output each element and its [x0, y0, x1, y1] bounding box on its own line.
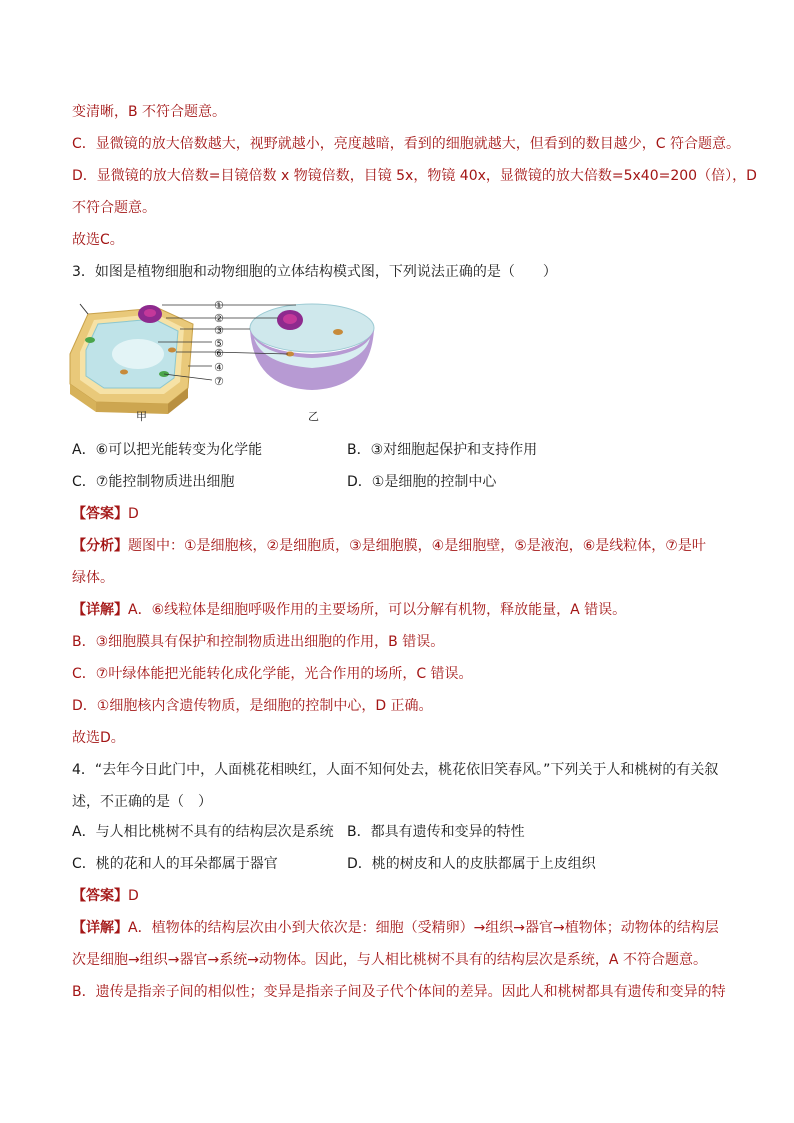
q3-stem: 3．如图是植物细胞和动物细胞的立体结构模式图，下列说法正确的是（ ）: [72, 264, 557, 280]
q4-stem-line-2: 述，不正确的是（ ）: [72, 794, 212, 810]
answer-value: D: [128, 888, 139, 904]
animal-cell: [250, 304, 374, 390]
figure-label-7: ⑦: [214, 375, 224, 388]
plant-cell: [70, 304, 193, 414]
prev-conclusion: 故选C。: [72, 232, 124, 248]
q3-conclusion: 故选D。: [72, 730, 125, 746]
q3-analysis-line-2: 绿体。: [72, 570, 114, 586]
figure-label-1: ①: [214, 299, 224, 312]
q4-detail-line-1: [72, 918, 719, 938]
figure-label-5: ⑤: [214, 337, 224, 350]
cell-structure-figure: [68, 294, 388, 424]
figure-caption-right: 乙: [308, 410, 319, 423]
q4-stem-line-1: 4．“去年今日此门中，人面桃花相映红，人面不知何处去，桃花依旧笑春风。”下列关于人和桃树的有关叙: [72, 762, 719, 778]
prev-text-line-1: 变清晰，B 不符合题意。: [72, 104, 227, 120]
figure-label-3: ③: [214, 324, 224, 337]
q4-option-c: C．桃的花和人的耳朵都属于器官: [72, 856, 278, 872]
prev-text-line-2: C．显微镜的放大倍数越大，视野就越小，亮度越暗，看到的细胞就越大，但看到的数目越少，C 符合题意。: [72, 136, 740, 152]
answer-value: D: [128, 506, 139, 522]
q4-detail-line-2: 次是细胞→组织→器官→系统→动物体。因此，与人相比桃树不具有的结构层次是系统，A 不符合题意。: [72, 952, 707, 968]
q4-option-a: A．与人相比桃树不具有的结构层次是系统: [72, 824, 334, 840]
figure-label-2: ②: [214, 312, 224, 325]
figure-label-4: ④: [214, 361, 224, 374]
prev-text-line-3: D．显微镜的放大倍数=目镜倍数 x 物镜倍数，目镜 5x，物镜 40x，显微镜的放大倍数=5x40=200（倍），D: [72, 168, 757, 184]
detail-text: A．植物体的结构层次由小到大依次是：细胞（受精卵）→组织→器官→植物体；动物体的结构层: [128, 920, 719, 936]
q3-answer: [72, 504, 139, 524]
q4-option-b: B．都具有遗传和变异的特性: [347, 824, 525, 840]
q3-option-b: B．③对细胞起保护和支持作用: [347, 442, 538, 458]
q3-analysis-line-1: [72, 536, 706, 556]
q3-option-d: D．①是细胞的控制中心: [347, 474, 497, 490]
cell-diagram-svg: [68, 294, 388, 424]
q3-option-c: C．⑦能控制物质进出细胞: [72, 474, 235, 490]
prev-text-line-4: 不符合题意。: [72, 200, 156, 216]
figure-caption-left: 甲: [136, 410, 147, 423]
q3-detail-line-1: [72, 600, 626, 620]
answer-tag: 【答案】: [72, 506, 128, 522]
analysis-tag: 【分析】: [72, 538, 128, 554]
detail-text: A．⑥线粒体是细胞呼吸作用的主要场所，可以分解有机物，释放能量，A 错误。: [128, 602, 627, 618]
q3-detail-line-2: B．③细胞膜具有保护和控制物质进出细胞的作用，B 错误。: [72, 634, 445, 650]
answer-tag: 【答案】: [72, 888, 128, 904]
q4-option-d: D．桃的树皮和人的皮肤都属于上皮组织: [347, 856, 596, 872]
q4-detail-line-3: B．遗传是指亲子间的相似性；变异是指亲子间及子代个体间的差异。因此人和桃树都具有遗传和变异的特: [72, 984, 726, 1000]
q3-option-a: A．⑥可以把光能转变为化学能: [72, 442, 263, 458]
analysis-text: 题图中：①是细胞核，②是细胞质，③是细胞膜，④是细胞壁，⑤是液泡，⑥是线粒体，⑦是叶: [128, 538, 706, 554]
q4-answer: [72, 886, 139, 906]
q3-detail-line-4: D．①细胞核内含遗传物质，是细胞的控制中心，D 正确。: [72, 698, 433, 714]
q3-detail-line-3: C．⑦叶绿体能把光能转化成化学能，光合作用的场所，C 错误。: [72, 666, 473, 682]
detail-tag: 【详解】: [72, 920, 128, 936]
figure-label-6: ⑥: [214, 347, 224, 360]
detail-tag: 【详解】: [72, 602, 128, 618]
